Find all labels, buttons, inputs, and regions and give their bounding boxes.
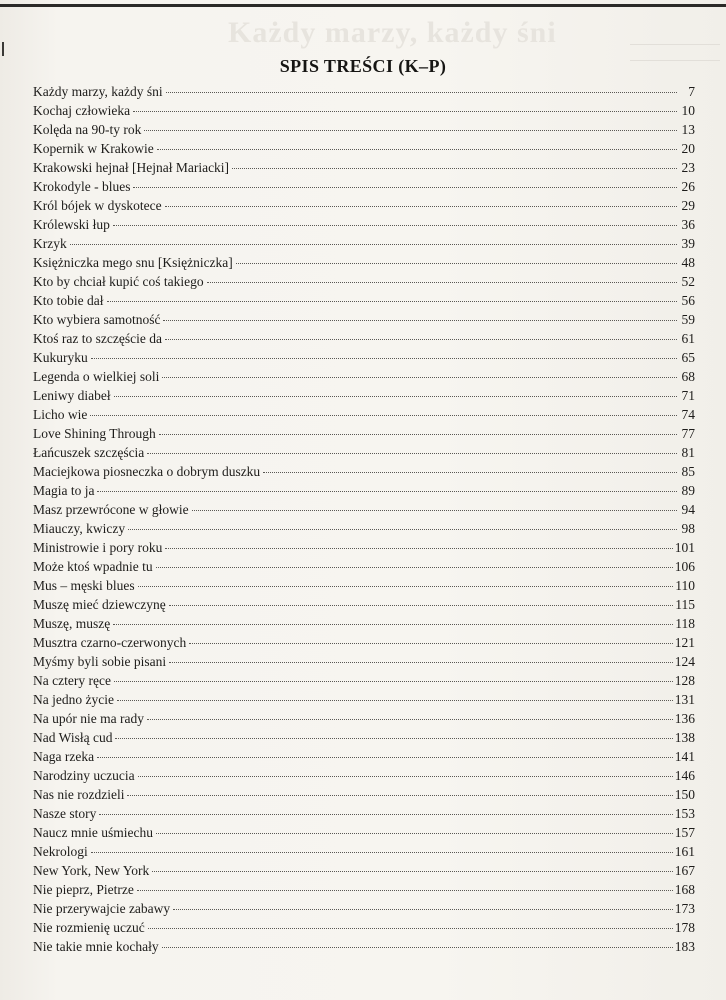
toc-entry (33, 937, 695, 956)
dot-leader (165, 339, 677, 340)
toc-entry-page-number: 26 (681, 179, 695, 194)
toc-entry-page-number: 183 (674, 939, 695, 954)
toc-entry-page-number: 13 (681, 122, 695, 137)
toc-entry-title: Nad Wisłą cud (33, 730, 113, 745)
toc-entry (33, 310, 695, 329)
toc-entry (33, 899, 695, 918)
toc-entry (33, 196, 695, 215)
toc-entry (33, 918, 695, 937)
toc-entry (33, 348, 695, 367)
toc-entry-title: Kochaj człowieka (33, 103, 131, 118)
toc-entry (33, 386, 695, 405)
toc-entry-page-number: 10 (681, 103, 695, 118)
toc-entry (33, 253, 695, 272)
toc-entry-title: Nie takie mnie kochały (33, 939, 159, 954)
toc-entry-page-number: 71 (681, 388, 695, 403)
toc-entry-title: Każdy marzy, każdy śni (33, 84, 163, 99)
toc-entry-page-number: 118 (675, 616, 695, 631)
toc-entry-title: Łańcuszek szczęścia (33, 445, 145, 460)
toc-entry (33, 557, 695, 576)
toc-entry-page-number: 128 (674, 673, 695, 688)
toc-entry-title: Król bójek w dyskotece (33, 198, 162, 213)
toc-entry-page-number: 101 (674, 540, 695, 555)
toc-entry-page-number: 56 (681, 293, 695, 308)
table-of-contents (33, 82, 695, 956)
dot-leader (97, 491, 677, 492)
dot-leader (113, 624, 673, 625)
dot-leader (113, 225, 677, 226)
toc-entry (33, 481, 695, 500)
dot-leader (115, 738, 672, 739)
dot-leader (165, 206, 677, 207)
toc-entry-page-number: 110 (675, 578, 695, 593)
toc-entry-page-number: 115 (675, 597, 695, 612)
toc-entry-page-number: 29 (681, 198, 695, 213)
dot-leader (147, 719, 673, 720)
toc-entry-title: Naucz mnie uśmiechu (33, 825, 153, 840)
dot-leader (192, 510, 677, 511)
toc-entry (33, 842, 695, 861)
dot-leader (137, 890, 673, 891)
dot-leader (173, 909, 673, 910)
toc-entry (33, 215, 695, 234)
toc-entry-title: Kolęda na 90-ty rok (33, 122, 142, 137)
toc-entry (33, 405, 695, 424)
toc-entry (33, 367, 695, 386)
dot-leader (147, 453, 677, 454)
toc-entry (33, 880, 695, 899)
toc-entry-page-number: 98 (681, 521, 695, 536)
toc-entry-page-number: 150 (674, 787, 695, 802)
toc-entry-title: Kto tobie dał (33, 293, 104, 308)
toc-entry-title: Nasze story (33, 806, 97, 821)
toc-entry-page-number: 20 (681, 141, 695, 156)
toc-entry-title: Królewski łup (33, 217, 110, 232)
dot-leader (207, 282, 677, 283)
toc-entry-page-number: 77 (681, 426, 695, 441)
toc-entry-title: Ministrowie i pory roku (33, 540, 163, 555)
dot-leader (127, 795, 672, 796)
toc-entry-title: Muszę, muszę (33, 616, 111, 631)
toc-entry-title: Nie pieprz, Pietrze (33, 882, 134, 897)
toc-entry-page-number: 153 (674, 806, 695, 821)
toc-entry-title: Narodziny uczucia (33, 768, 135, 783)
toc-entry (33, 424, 695, 443)
toc-entry-page-number: 178 (674, 920, 695, 935)
toc-entry-title: Księżniczka mego snu [Księżniczka] (33, 255, 233, 270)
toc-entry (33, 82, 695, 101)
toc-entry-page-number: 161 (674, 844, 695, 859)
toc-entry (33, 462, 695, 481)
toc-entry (33, 728, 695, 747)
dot-leader (138, 586, 674, 587)
toc-entry (33, 633, 695, 652)
toc-entry (33, 538, 695, 557)
top-rule (0, 4, 726, 7)
toc-entry-title: Myśmy byli sobie pisani (33, 654, 167, 669)
toc-entry-title: Krokodyle - blues (33, 179, 131, 194)
dot-leader (263, 472, 677, 473)
toc-entry-page-number: 146 (674, 768, 695, 783)
toc-entry-title: Miauczy, kwiczy (33, 521, 126, 536)
toc-entry-title: Kto wybiera samotność (33, 312, 161, 327)
toc-entry-title: Nas nie rozdzieli (33, 787, 125, 802)
toc-entry (33, 234, 695, 253)
toc-entry-page-number: 94 (681, 502, 695, 517)
toc-entry-title: Leniwy diabeł (33, 388, 111, 403)
toc-entry-title: Kukuryku (33, 350, 88, 365)
toc-entry-page-number: 131 (674, 692, 695, 707)
toc-entry-page-number: 168 (674, 882, 695, 897)
toc-entry (33, 158, 695, 177)
dot-leader (232, 168, 677, 169)
dot-leader (97, 757, 673, 758)
dot-leader (152, 871, 672, 872)
dot-leader (156, 567, 673, 568)
dot-leader (148, 928, 673, 929)
toc-entry-page-number: 157 (674, 825, 695, 840)
toc-entry (33, 595, 695, 614)
toc-entry-title: Kto by chciał kupić coś takiego (33, 274, 204, 289)
toc-entry-page-number: 65 (681, 350, 695, 365)
toc-entry (33, 329, 695, 348)
toc-entry (33, 747, 695, 766)
dot-leader (133, 111, 677, 112)
toc-entry-page-number: 121 (674, 635, 695, 650)
toc-entry (33, 519, 695, 538)
dot-leader (165, 548, 672, 549)
toc-entry-page-number: 52 (681, 274, 695, 289)
dot-leader (156, 833, 673, 834)
toc-entry-page-number: 124 (674, 654, 695, 669)
dot-leader (91, 852, 673, 853)
toc-entry-title: Nie rozmienię uczuć (33, 920, 145, 935)
toc-entry-page-number: 173 (674, 901, 695, 916)
dot-leader (144, 130, 677, 131)
toc-entry (33, 177, 695, 196)
toc-entry (33, 614, 695, 633)
toc-entry-page-number: 81 (681, 445, 695, 460)
binding-mark (2, 42, 4, 56)
dot-leader (169, 605, 674, 606)
toc-entry (33, 576, 695, 595)
toc-entry-title: Krakowski hejnał [Hejnał Mariacki] (33, 160, 230, 175)
dot-leader (166, 92, 677, 93)
toc-entry-title: Love Shining Through (33, 426, 156, 441)
toc-entry (33, 804, 695, 823)
toc-entry-title: Naga rzeka (33, 749, 95, 764)
toc-entry-page-number: 136 (674, 711, 695, 726)
toc-entry-title: Mus – męski blues (33, 578, 135, 593)
toc-entry-page-number: 167 (674, 863, 695, 878)
page-title: SPIS TREŚCI (K–P) (279, 56, 447, 77)
toc-entry-title: Licho wie (33, 407, 88, 422)
toc-entry-page-number: 61 (681, 331, 695, 346)
toc-entry (33, 272, 695, 291)
dot-leader (133, 187, 677, 188)
toc-entry (33, 690, 695, 709)
toc-entry (33, 652, 695, 671)
toc-entry-page-number: 85 (681, 464, 695, 479)
toc-entry-title: Ktoś raz to szczęście da (33, 331, 162, 346)
dot-leader (138, 776, 673, 777)
toc-entry (33, 443, 695, 462)
dot-leader (99, 814, 672, 815)
dot-leader (128, 529, 677, 530)
toc-entry-title: Kopernik w Krakowie (33, 141, 154, 156)
toc-entry-page-number: 39 (681, 236, 695, 251)
toc-entry-page-number: 48 (681, 255, 695, 270)
toc-entry-title: Nie przerywajcie zabawy (33, 901, 171, 916)
toc-entry-title: Może ktoś wpadnie tu (33, 559, 153, 574)
dot-leader (162, 377, 677, 378)
toc-entry (33, 671, 695, 690)
toc-entry-page-number: 138 (674, 730, 695, 745)
toc-entry-title: Legenda o wielkiej soli (33, 369, 160, 384)
dot-leader (70, 244, 677, 245)
dot-leader (169, 662, 673, 663)
toc-entry-page-number: 141 (674, 749, 695, 764)
toc-entry-page-number: 74 (681, 407, 695, 422)
toc-entry-title: New York, New York (33, 863, 150, 878)
toc-entry-title: Musztra czarno-czerwonych (33, 635, 187, 650)
dot-leader (236, 263, 677, 264)
toc-entry (33, 101, 695, 120)
toc-entry-title: Maciejkowa piosneczka o dobrym duszku (33, 464, 261, 479)
toc-entry-page-number: 59 (681, 312, 695, 327)
toc-entry-page-number: 36 (681, 217, 695, 232)
toc-entry-page-number: 7 (688, 84, 695, 99)
dot-leader (159, 434, 677, 435)
toc-entry (33, 139, 695, 158)
toc-entry-page-number: 106 (674, 559, 695, 574)
toc-entry (33, 785, 695, 804)
dot-leader (163, 320, 677, 321)
toc-entry (33, 120, 695, 139)
toc-entry-page-number: 23 (681, 160, 695, 175)
toc-entry-title: Magia to ja (33, 483, 95, 498)
toc-entry-page-number: 68 (681, 369, 695, 384)
toc-entry-title: Muszę mieć dziewczynę (33, 597, 166, 612)
toc-entry-page-number: 89 (681, 483, 695, 498)
show-through-title: Każdy marzy, każdy śni (228, 16, 557, 49)
dot-leader (114, 681, 673, 682)
toc-entry-title: Masz przewrócone w głowie (33, 502, 189, 517)
dot-leader (117, 700, 673, 701)
toc-entry (33, 766, 695, 785)
toc-entry-title: Na cztery ręce (33, 673, 111, 688)
toc-entry (33, 709, 695, 728)
toc-entry-title: Krzyk (33, 236, 67, 251)
toc-entry (33, 291, 695, 310)
toc-entry-title: Na upór nie ma rady (33, 711, 144, 726)
dot-leader (91, 358, 677, 359)
toc-entry (33, 861, 695, 880)
dot-leader (107, 301, 678, 302)
toc-entry (33, 500, 695, 519)
dot-leader (162, 947, 673, 948)
dot-leader (114, 396, 677, 397)
dot-leader (189, 643, 672, 644)
dot-leader (90, 415, 677, 416)
toc-entry-title: Nekrologi (33, 844, 88, 859)
toc-entry (33, 823, 695, 842)
dot-leader (157, 149, 677, 150)
toc-entry-title: Na jedno życie (33, 692, 114, 707)
show-through-line (630, 44, 720, 52)
